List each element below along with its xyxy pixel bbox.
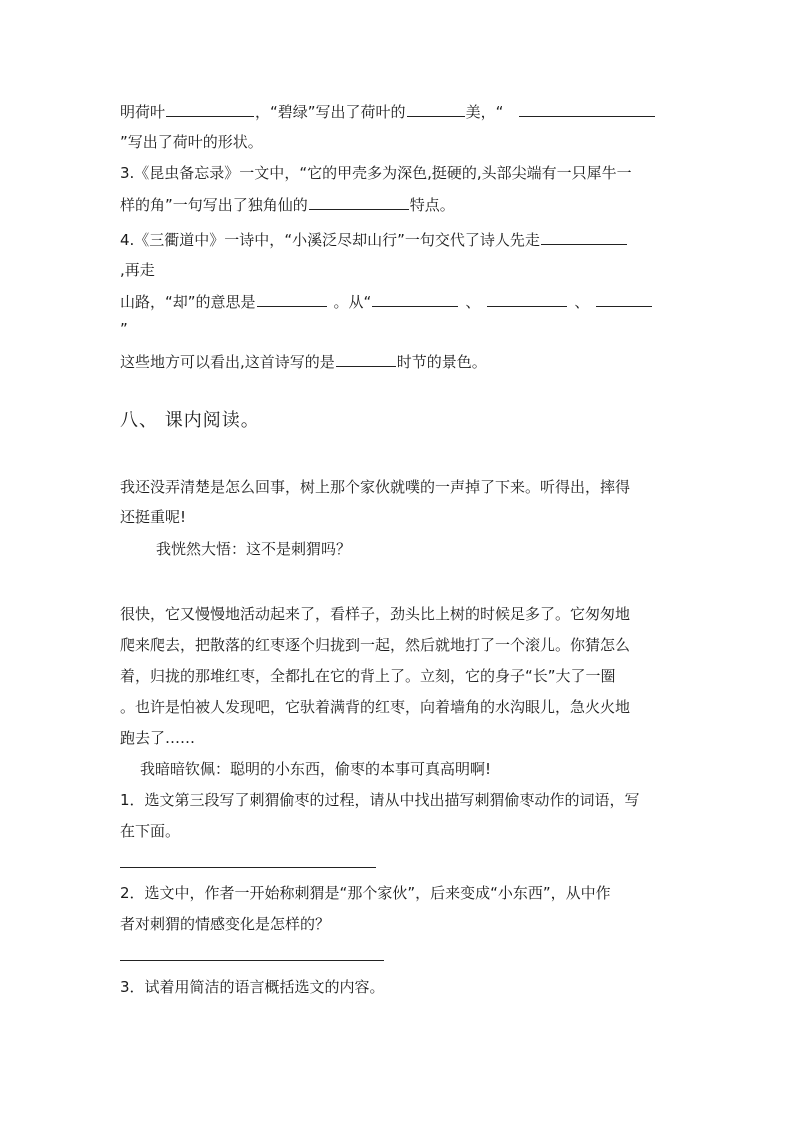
passage-p2: 我恍然大悟：这不是刺猬吗？	[156, 540, 352, 558]
passage-p3-line-5: 跑去了……	[120, 729, 196, 747]
text-segment: 样的角”一句写出了独角仙的	[120, 196, 308, 214]
text-segment: ”	[120, 320, 128, 338]
answer-blank[interactable]	[407, 100, 465, 117]
q7-line-1	[120, 100, 656, 123]
text-segment: 、	[465, 293, 481, 311]
text-segment: 。从“	[333, 293, 372, 311]
section-8-heading: 八、 课内阅读。	[120, 410, 260, 431]
answer-line-2[interactable]	[120, 960, 384, 961]
answer-blank[interactable]	[166, 100, 254, 117]
answer-blank[interactable]	[596, 290, 652, 307]
text-segment: 4.《三衢道中》一诗中，“小溪泛尽却山行”一句交代了诗人先走	[120, 231, 540, 249]
passage-p3-line-1: 很快，它又慢慢地活动起来了，看样子，劲头比上树的时候足多了。它匆匆地	[120, 605, 631, 623]
text-segment: 、	[574, 293, 590, 311]
q4-line-5	[120, 350, 487, 373]
q4-line-4	[120, 318, 128, 340]
text-segment: 3.《昆虫备忘录》一文中，“它的甲壳多为深色,挺硬的,头部尖端有一只犀牛一	[120, 164, 632, 182]
text-segment: ,再走	[120, 261, 155, 279]
text-segment: 特点。	[409, 196, 455, 214]
question-2-line-1: 2．选文中，作者一开始称刺猬是“那个家伙”，后来变成“小东西”，从中作	[120, 884, 611, 902]
answer-blank[interactable]	[487, 290, 567, 307]
answer-blank[interactable]	[336, 350, 396, 367]
text-segment: 时节的景色。	[396, 353, 487, 371]
passage-p1-line-1: 我还没弄清楚是怎么回事，树上那个家伙就噗的一声掉了下来。听得出，摔得	[120, 478, 631, 496]
q4-line-2	[120, 259, 155, 281]
answer-line-1[interactable]	[120, 867, 376, 868]
question-3: 3．试着用简洁的语言概括选文的内容。	[120, 978, 385, 996]
question-1-line-2: 在下面。	[120, 822, 181, 840]
q4-line-3	[120, 290, 653, 313]
answer-blank[interactable]	[372, 290, 458, 307]
answer-blank[interactable]	[309, 193, 409, 210]
passage-p4: 我暗暗钦佩：聪明的小东西，偷枣的本事可真高明啊!	[140, 760, 492, 778]
q3-line-1	[120, 162, 632, 184]
answer-blank[interactable]	[257, 290, 327, 307]
text-segment: 山路，“却”的意思是	[120, 293, 256, 311]
passage-p3-line-3: 着，归拢的那堆红枣，全都扎在它的背上了。立刻，它的身子“长”大了一圈	[120, 667, 616, 685]
q4-line-1	[120, 228, 628, 251]
question-1-line-1: 1．选文第三段写了刺猬偷枣的过程，请从中找出描写刺猬偷枣动作的词语，写	[120, 791, 640, 809]
text-segment: 美，“	[465, 103, 504, 121]
passage-p3-line-4: 。也许是怕被人发现吧，它驮着满背的红枣，向着墙角的水沟眼儿，急火火地	[120, 698, 631, 716]
text-segment: ”写出了荷叶的形状。	[120, 133, 263, 151]
text-segment: ，“碧绿”写出了荷叶的	[255, 103, 406, 121]
answer-blank[interactable]	[519, 100, 655, 117]
question-2-line-2: 者对刺猬的情感变化是怎样的？	[120, 915, 331, 933]
passage-p3-line-2: 爬来爬去，把散落的红枣逐个归拢到一起，然后就地打了一个滚儿。你猜怎么	[120, 636, 631, 654]
text-segment: 这些地方可以看出,这首诗写的是	[120, 353, 335, 371]
answer-blank[interactable]	[541, 228, 627, 245]
text-segment: 明荷叶	[120, 103, 166, 121]
q7-line-2	[120, 131, 263, 153]
q3-line-2	[120, 193, 455, 216]
passage-p1-line-2: 还挺重呢!	[120, 508, 187, 526]
